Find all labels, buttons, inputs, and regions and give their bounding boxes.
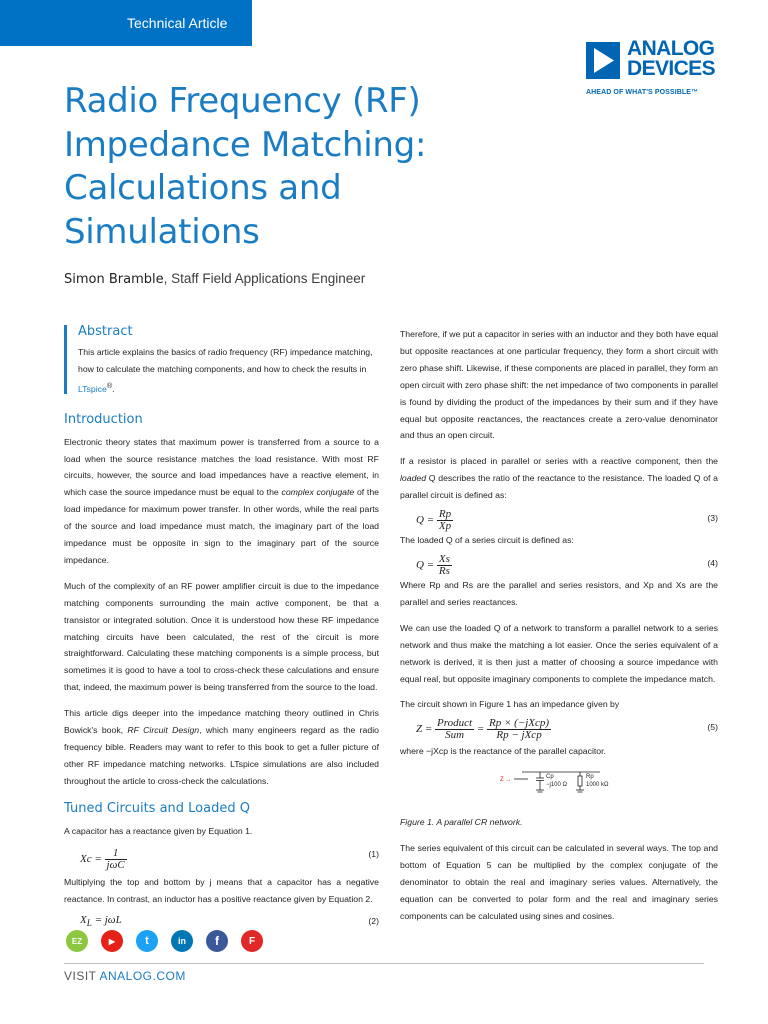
introduction-heading: Introduction bbox=[64, 411, 143, 427]
linkedin-icon[interactable]: in bbox=[171, 930, 193, 952]
footer-divider bbox=[64, 963, 704, 964]
twitter-icon[interactable]: t bbox=[136, 930, 158, 952]
title-line: Radio Frequency (RF) bbox=[64, 81, 421, 121]
author-role: , Staff Field Applications Engineer bbox=[163, 271, 366, 286]
ltspice-link[interactable]: LTspice bbox=[78, 383, 107, 394]
article-title bbox=[64, 80, 534, 254]
equation-1: Xc = $\frac{1}{\text{jωC}}$ (1) bbox=[80, 846, 379, 871]
equation-2: $X_L = j\omega L$ (2) bbox=[80, 914, 379, 929]
equation-5: Z = $\frac{\text{Product}}{\text{Sum}}$ = $\frac{\text{Rp × (−jXcp)}}{\text{Rp − jXcp}}$ (5) bbox=[416, 717, 718, 742]
right-paragraph-5: We can use the loaded Q of a network to transform a parallel network to a series network and thus make the matching a lot easier. Once the series equivalent of a network is derived, it is then just a matter of choosing a source impedance with equal real, but opposite imaginary components to complete the impedance match. bbox=[400, 622, 718, 684]
abstract-box bbox=[64, 322, 379, 398]
visit-link[interactable]: VISIT ANALOG.COM bbox=[64, 969, 186, 983]
cp-label: Cp bbox=[546, 774, 554, 781]
right-paragraph-4: Where Rp and Rs are the parallel and series resistors, and Xp and Xs are the parallel and series reactances. bbox=[400, 579, 718, 607]
left-column bbox=[64, 322, 379, 935]
logo-wordmark bbox=[627, 39, 727, 79]
equation-3: Q = $\frac{Rp}{Xp}$ (3) bbox=[416, 508, 718, 533]
figure-1-caption: Figure 1. A parallel CR network. bbox=[400, 817, 523, 828]
figure-1-circuit bbox=[400, 762, 718, 808]
intro-paragraph-3: This article digs deeper into the impedance matching theory outlined in Chris Bowick's book, RF Circuit Design, which many engineers regard as the radio frequency bible. Readers may want to refer to this book to get a fuller picture of other RF impedance matching networks. LTspice simulations are also included throughout the article to cross-check the calculations. bbox=[64, 708, 379, 786]
intro-paragraph-2: Much of the complexity of an RF power amplifier circuit is due to the impedance matching components surrounding the main active component, be that a transistor or integrated solution. Once it is understood how these RF impedance matching circuits have been calculated, the rest of the circuit is more straightforward. Calculating these matching components is a simple process, but sometimes it is good to have a tool to cross-check these calculations and ensure that, indeed, the maximum power is being transferred from the source to the load. bbox=[64, 580, 379, 693]
title-line: Simulations bbox=[64, 211, 260, 252]
social-links bbox=[66, 930, 263, 952]
tuned-paragraph-2: Multiplying the top and bottom by j means that a capacitor has a negative reactance. In contrast, an inductor has a positive reactance given by Equation 2. bbox=[64, 876, 379, 904]
author-name: Simon Bramble bbox=[64, 272, 164, 287]
tuned-circuits-heading: Tuned Circuits and Loaded Q bbox=[64, 800, 250, 816]
logo-line2: DEVICES bbox=[627, 57, 715, 80]
right-paragraph-8: The series equivalent of this circuit can be calculated in several ways. The top and bottom of Equation 5 can be multiplied by the complex conjugate of the denominator to obtain the real and imaginary series values. Alternatively, the equation can be converted to polar form and the real and imaginary series components can be calculated using sines and cosines. bbox=[400, 843, 718, 921]
author-line bbox=[64, 271, 365, 287]
rp-value: 1000 kΩ bbox=[586, 782, 609, 789]
facebook-icon[interactable]: f bbox=[206, 930, 228, 952]
tuned-paragraph-1: A capacitor has a reactance given by Equation 1. bbox=[64, 825, 253, 836]
youtube-icon[interactable]: ▶ bbox=[101, 930, 123, 952]
logo-line1: ANALOG bbox=[627, 37, 715, 60]
site-url[interactable]: ANALOG.COM bbox=[99, 969, 186, 983]
ez-icon[interactable]: EZ bbox=[66, 930, 88, 952]
equation-4: Q = $\frac{Xs}{Rs}$ (4) bbox=[416, 552, 718, 577]
title-line: Impedance Matching: bbox=[64, 124, 427, 165]
logo-tagline: AHEAD OF WHAT'S POSSIBLE™ bbox=[586, 89, 699, 96]
abstract-text: This article explains the basics of radio frequency (RF) impedance matching, how to calculate the matching components, and how to check the results in LTspice®. bbox=[78, 347, 373, 394]
flipboard-icon[interactable]: F bbox=[241, 930, 263, 952]
abstract-heading: Abstract bbox=[78, 324, 133, 339]
article-type-tab: Technical Article bbox=[0, 0, 252, 46]
logo-triangle-icon bbox=[586, 42, 620, 79]
right-column bbox=[400, 326, 718, 934]
right-paragraph-3: The loaded Q of a series circuit is defined as: bbox=[400, 535, 574, 546]
analog-devices-logo[interactable] bbox=[586, 37, 736, 102]
right-paragraph-2: If a resistor is placed in parallel or series with a reactive component, then the loaded Q describes the ratio of the reactance to the resistance. The loaded Q of a parallel circuit is defined as: bbox=[400, 456, 718, 501]
title-line: Calculations and bbox=[64, 168, 342, 208]
rp-label: Rp bbox=[586, 774, 594, 781]
intro-paragraph-1: Electronic theory states that maximum power is transferred from a source to a load when the source resistance matches the load resistance. With most RF circuits, however, the source and load impedances have a reactive element, in which case the source impedance must be equal to the complex conjugate of the load impedance for maximum power transfer. In other words, while the real parts of the source and load impedance must match, the imaginary part of the load impedance must be opposite in sign to the imaginary part of the source impedance. bbox=[64, 436, 379, 565]
cp-value: −j100 Ω bbox=[546, 782, 567, 789]
right-paragraph-1: Therefore, if we put a capacitor in series with an inductor and they both have equal but opposite reactances at one particular frequency, they form a short circuit with zero phase shift. Likewise, if these components are placed in parallel, they form an open circuit with zero phase shift: the net impedance of two components in parallel is found by dividing the product of the impedances by their sum and if they have equal but opposite reactances, the reactances create a zero-value denominator and thus an open circuit. bbox=[400, 329, 718, 441]
right-paragraph-6: The circuit shown in Figure 1 has an impedance given by bbox=[400, 699, 620, 710]
impedance-arrow-label: Z → bbox=[500, 777, 512, 784]
right-paragraph-7: where −jXcp is the reactance of the parallel capacitor. bbox=[400, 746, 606, 757]
